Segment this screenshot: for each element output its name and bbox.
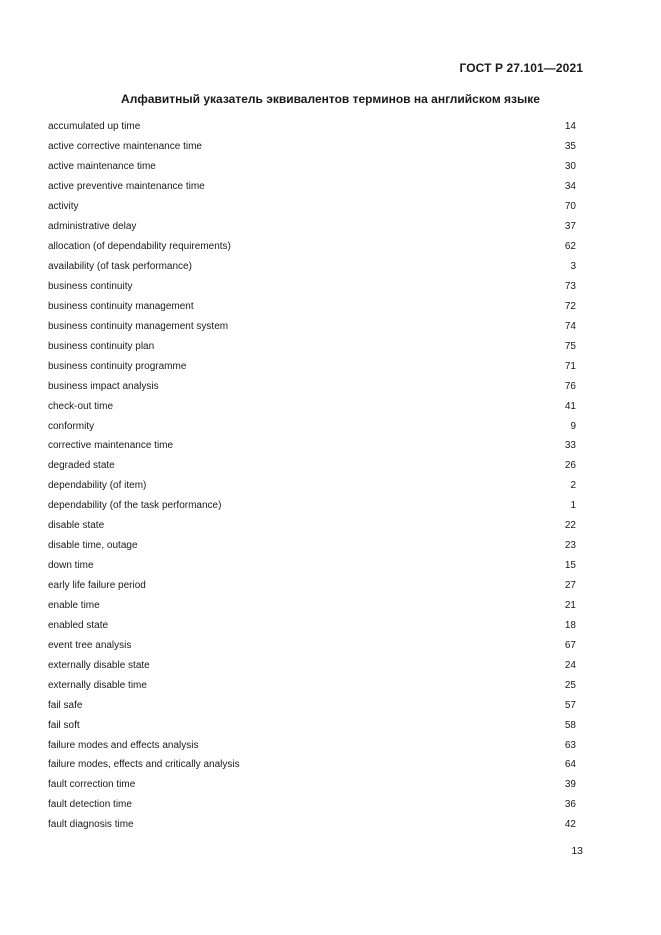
entry-number: 9 [570,420,576,432]
entry-term: failure modes and effects analysis [48,739,199,751]
index-entry [48,296,576,316]
entry-term: business continuity management [48,300,194,312]
entry-number: 64 [564,759,576,771]
index-entry [48,217,576,237]
index-entry [48,416,576,436]
entry-number: 25 [564,679,576,691]
entry-number: 3 [570,261,576,273]
index-entry [48,376,576,396]
entry-term: externally disable time [48,679,147,691]
entry-number: 37 [564,221,576,233]
index-entry [48,755,576,775]
entry-number: 74 [564,320,576,332]
index-entry [48,237,576,257]
entry-term: business continuity management system [48,320,229,332]
entry-term: down time [48,560,94,572]
index-entry [48,715,576,735]
entry-number: 21 [564,599,576,611]
entry-term: conformity [48,420,95,432]
entry-term: degraded state [48,460,115,472]
entry-number: 63 [564,739,576,751]
entry-number: 24 [564,659,576,671]
index-entry [48,516,576,536]
entry-number: 26 [564,460,576,472]
index-entry [48,615,576,635]
index-entry [48,536,576,556]
entry-number: 36 [564,799,576,811]
index-entry [48,356,576,376]
index-entry [48,775,576,795]
entry-number: 22 [564,520,576,532]
entry-term: administrative delay [48,221,137,233]
entry-number: 62 [564,241,576,253]
entry-term: activity [48,201,79,213]
entry-number: 39 [564,779,576,791]
entry-number: 76 [564,380,576,392]
entry-number: 15 [564,560,576,572]
index-entry [48,635,576,655]
entry-number: 72 [564,300,576,312]
entry-term: disable time, outage [48,540,138,552]
index-entry [48,556,576,576]
entry-term: externally disable state [48,659,150,671]
entry-number: 58 [564,719,576,731]
entry-term: fault detection time [48,799,132,811]
entry-number: 23 [564,540,576,552]
index-entry [48,336,576,356]
entry-term: check-out time [48,400,114,412]
index-entry [48,735,576,755]
index-entry [48,496,576,516]
entry-term: active preventive maintenance time [48,181,205,193]
entry-term: availability (of task performance) [48,261,192,273]
entry-number: 73 [564,280,576,292]
index-entry [48,576,576,596]
entry-number: 18 [564,619,576,631]
index-entry [48,117,576,137]
index-entry [48,137,576,157]
entry-number: 33 [564,440,576,452]
index-entry [48,197,576,217]
entry-number: 1 [570,500,576,512]
index-entry [48,655,576,675]
entry-term: corrective maintenance time [48,440,174,452]
page-number: 13 [571,845,583,857]
index-entry [48,277,576,297]
entry-number: 75 [564,340,576,352]
index-entry [48,177,576,197]
index-entry [48,695,576,715]
entry-term: fault diagnosis time [48,819,134,831]
entry-term: dependability (of the task performance) [48,500,222,512]
entry-number: 42 [564,819,576,831]
index-entry [48,815,576,835]
entry-number: 14 [564,121,576,133]
entry-term: accumulated up time [48,121,141,133]
entry-term: business continuity programme [48,360,187,372]
index-entry [48,795,576,815]
entry-number: 41 [564,400,576,412]
entry-number: 67 [564,639,576,651]
entry-number: 30 [564,161,576,173]
entry-term: enabled state [48,619,109,631]
entry-number: 34 [564,181,576,193]
entry-term: fail safe [48,699,83,711]
entry-term: dependability (of item) [48,480,147,492]
entry-term: allocation (of dependability requirements) [48,241,231,253]
standard-id: ГОСТ Р 27.101—2021 [459,61,583,75]
entry-number: 2 [570,480,576,492]
index-entry [48,476,576,496]
entry-term: active corrective maintenance time [48,141,202,153]
entry-term: fault correction time [48,779,136,791]
entry-number: 35 [564,141,576,153]
index-entry [48,157,576,177]
entry-term: event tree analysis [48,639,132,651]
entry-term: business continuity plan [48,340,155,352]
index-entry [48,675,576,695]
entry-term: business impact analysis [48,380,159,392]
entry-term: active maintenance time [48,161,156,173]
entry-term: failure modes, effects and critically analysis [48,759,240,771]
index-entry [48,436,576,456]
entry-number: 57 [564,699,576,711]
index-title: Алфавитный указатель эквивалентов терминов на английском языке [121,92,540,106]
entry-number: 27 [564,580,576,592]
entry-term: business continuity [48,280,133,292]
index-entry [48,396,576,416]
entry-term: disable state [48,520,105,532]
entry-term: enable time [48,599,100,611]
entry-number: 70 [564,201,576,213]
entry-term: fail soft [48,719,80,731]
entry-number: 71 [564,360,576,372]
index-entries [48,117,576,835]
entry-term: early life failure period [48,580,146,592]
index-entry [48,456,576,476]
index-entry [48,316,576,336]
index-entry [48,257,576,277]
index-entry [48,596,576,616]
